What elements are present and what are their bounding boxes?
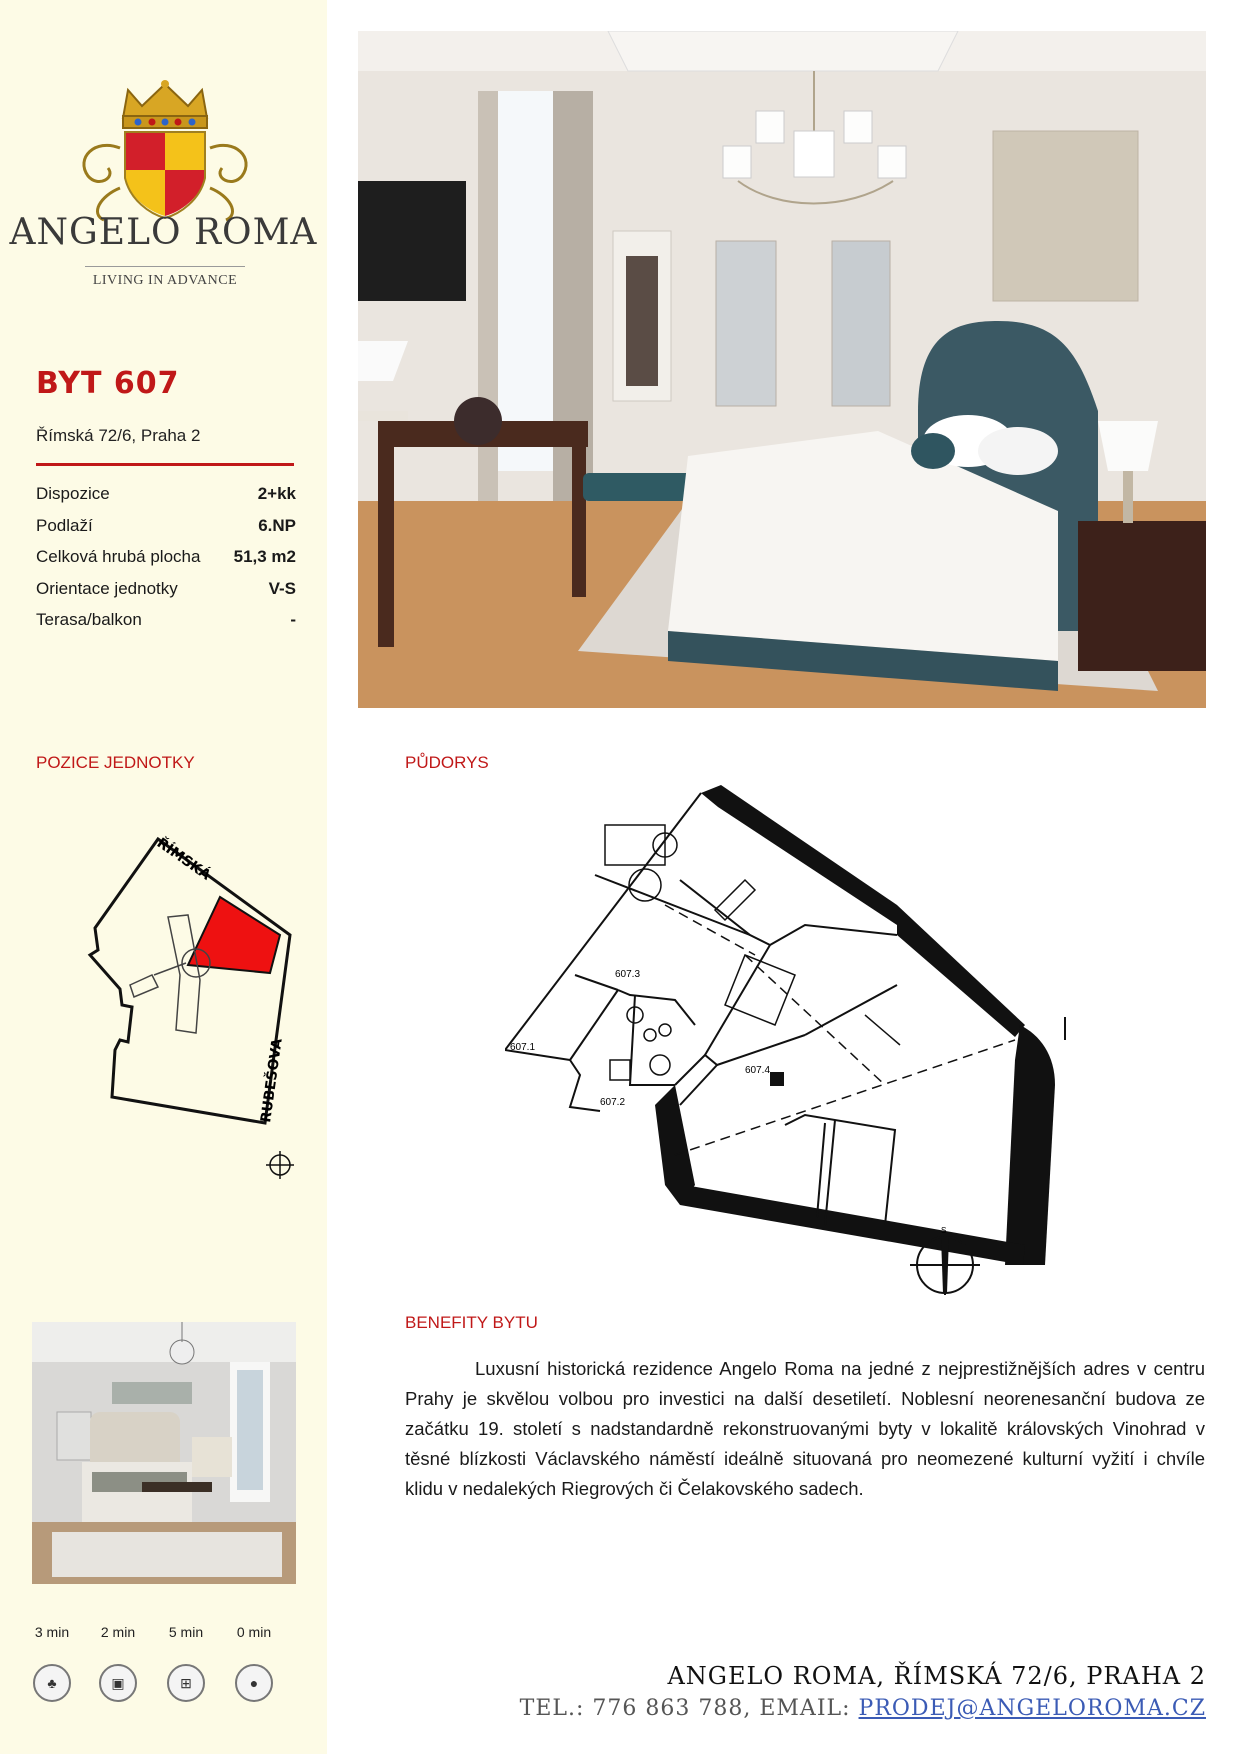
benefits-paragraph [405,1354,1205,1504]
footer-contact [520,1696,1206,1721]
shield-icon [125,132,205,218]
section-benefits-label: BENEFITY BYTU [405,1313,538,1332]
floor-plan [505,785,1085,1295]
spec-value: - [290,610,296,629]
room-label: 607.1 [510,1042,536,1053]
street-rimska: ŘÍMSKÁ [153,835,214,884]
distance-time: 2 min [100,1624,136,1640]
section-position-label: POZICE JEDNOTKY [36,753,195,772]
spec-label: Terasa/balkon [36,610,142,629]
street-rubesova: RUBEŠOVA [258,1037,286,1124]
spec-label: Podlaží [36,515,93,535]
spec-row [36,547,296,579]
center-icon: ● [235,1664,273,1702]
park-icon: ♣ [33,1664,71,1702]
unit-highlight [188,897,280,973]
bedroom-photo-secondary [32,1322,296,1584]
distance-item [20,1624,84,1702]
distance-time: 5 min [168,1624,204,1640]
shopping-icon: ⊞ [167,1664,205,1702]
compass-icon [266,1151,294,1179]
unit-title: BYT 607 [36,366,180,401]
tram-icon: ▣ [99,1664,137,1702]
email-link[interactable]: PRODEJ@ANGELOROMA.CZ [858,1696,1206,1721]
spec-value: 2+kk [257,484,296,503]
section-floorplan-label: PŮDORYS [405,753,489,772]
divider [36,463,294,466]
room-label: 607.2 [600,1097,626,1108]
bedroom-photo-main [358,31,1206,708]
spec-value: V-S [268,578,296,598]
sidebar [0,0,327,1754]
spec-row [36,610,296,642]
spec-table [36,484,296,642]
spec-row [36,579,296,611]
spec-value: 51,3 m2 [233,547,296,566]
spec-row [36,516,296,548]
compass-north-label: S [941,1226,947,1235]
distance-item [154,1624,218,1702]
spec-label: Celková hrubá plocha [36,547,201,566]
distance-item [222,1624,286,1702]
room-label: 607.3 [615,969,641,980]
spec-row [36,484,296,516]
brand-name: ANGELO ROMA [9,212,318,253]
benefits-text: Luxusní historická rezidence Angelo Roma na jedné z nejprestižnějších adres v centru Prahy je skvělou volbou pro investici na další desetiletí. Noblesní neorenesanční budova ze začátku 19. století s nadstandardně rekonstruovanými byty v lokalitě královských Vinohrad v těsné blízkosti Václavského náměstí ideálně situovaná pro neomezené kulturní vyžití i chvíle klidu v nedalekých Riegrových či Čelakovského sadech. [405,1358,1205,1499]
spec-value: 6.NP [258,515,296,535]
unit-address: Římská 72/6, Praha 2 [36,426,201,445]
distance-bar [32,1624,302,1714]
room-label: 607.4 [745,1065,771,1076]
crest-logo [20,78,310,298]
site-plan [70,825,310,1185]
spec-label: Dispozice [36,484,110,503]
brand-tagline: LIVING IN ADVANCE [85,266,245,289]
footer-address: ANGELO ROMA, ŘÍMSKÁ 72/6, PRAHA 2 [667,1662,1206,1690]
distance-time: 3 min [34,1624,70,1640]
spec-label: Orientace jednotky [36,578,178,598]
distance-time: 0 min [236,1624,272,1640]
footer-phone: TEL.: 776 863 788, EMAIL: [519,1696,859,1721]
crown-icon [123,80,207,128]
distance-item [86,1624,150,1702]
